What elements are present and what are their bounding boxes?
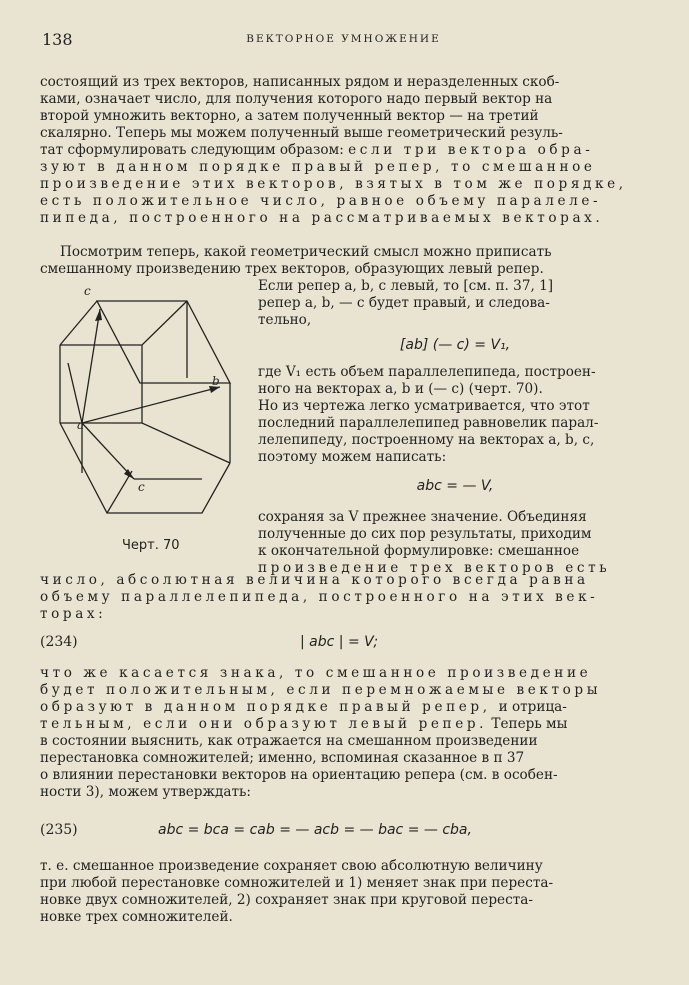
text-line: полученные до сих пор результаты, приходим [258, 526, 592, 542]
paragraph-3 [40, 572, 652, 623]
text-line: к окончательной формулировке: смешанное [258, 543, 580, 559]
text-line: число, абсолютная величина которого всегда равна [40, 572, 589, 588]
text-line: тельным, если они образуют левый репер. Теперь мы [40, 716, 568, 732]
running-title: ВЕКТОРНОЕ УМНОЖЕНИЕ [246, 33, 441, 45]
parallelepiped-figure [52, 283, 242, 523]
vector-a [68, 363, 82, 423]
text-line: Посмотрим теперь, какой геометрический смысл можно приписать [60, 244, 552, 260]
text-line: ками, означает число, для получения которого надо первый вектор на [40, 91, 553, 107]
page-number: 138 [42, 30, 73, 49]
text-line: где V₁ есть объем параллелепипеда, построен- [258, 364, 596, 380]
equation-number-234: (234) [40, 634, 78, 650]
text-line: объему параллелепипеда, построенного на этих век- [40, 589, 599, 605]
equation-234: | abc | = V; [300, 634, 379, 650]
text-line: пипеда, построенного на рассматриваемых векторах. [40, 210, 604, 226]
figure-edge [60, 301, 187, 345]
equation-number-235: (235) [40, 822, 78, 838]
text-line: смешанному произведению трех векторов, образующих левый репер. [40, 261, 544, 277]
arrowhead [95, 309, 102, 321]
figure-edge [60, 423, 230, 513]
text-line: будет положительным, если перемножаемые векторы [40, 682, 602, 698]
paragraph-5 [40, 858, 652, 926]
text-line: второй умножить векторно, а затем полученный вектор — на третий [40, 108, 539, 124]
figure-edge [60, 301, 230, 463]
label-b: b [212, 374, 220, 388]
label-a: a [77, 418, 85, 432]
vector-c-bottom [82, 423, 134, 479]
text-line: о влиянии перестановки векторов на ориентацию репера (см. в особен- [40, 767, 558, 783]
paragraph-1 [40, 74, 652, 227]
text-line: Но из чертежа легко усматривается, что этот [258, 398, 590, 414]
text-line: репер a, b, — c будет правый, и следова- [258, 295, 550, 311]
page-header [42, 30, 645, 52]
text-line: что же касается знака, то смешанное произведение [40, 665, 592, 681]
vector-c-top [82, 309, 100, 423]
formula-v1: [ab] (— c) = V₁, [399, 337, 511, 353]
text-line: тат сформулировать следующим образом: если три вектора обра- [40, 142, 594, 158]
text-line: ного на векторах a, b и (— c) (черт. 70). [258, 381, 543, 397]
text-line: поэтому можем написать: [258, 449, 447, 465]
text-line: образуют в данном порядке правый репер, и отрица- [40, 699, 567, 715]
text-line: торах: [40, 606, 107, 622]
formula-abc: abc = — V, [416, 478, 494, 494]
text-line: ности 3), можем утверждать: [40, 784, 251, 800]
text-line: т. е. смешанное произведение сохраняет свою абсолютную величину [40, 858, 543, 874]
text-line: состоящий из трех векторов, написанных рядом и неразделенных скоб- [40, 74, 560, 90]
figure-edge [97, 301, 230, 383]
text-line: новке трех сомножителей. [40, 909, 233, 925]
text-line: Если репер a, b, c левый, то [см. п. 37, 1] [258, 278, 554, 294]
text-line: тельно, [258, 312, 312, 328]
text-line: последний параллелепипед равновелик парал- [258, 415, 599, 431]
text-line: скалярно. Теперь мы можем полученный выше геометрический резуль- [40, 125, 563, 141]
right-column [258, 278, 652, 577]
figure-caption: Черт. 70 [122, 538, 180, 553]
paragraph-2 [40, 244, 652, 278]
text-line: перестановка сомножителей; именно, вспоминая сказанное в п 37 [40, 750, 525, 766]
text-line: новке двух сомножителей, 2) сохраняет знак при круговой переста- [40, 892, 533, 908]
text-line: произведение этих векторов, взятых в том же порядке, [40, 176, 627, 192]
text-line: сохраняя за V прежнее значение. Объединяя [258, 509, 587, 525]
text-line: лелепипеду, построенному на векторах a, b, c, [258, 432, 595, 448]
paragraph-4 [40, 665, 652, 801]
text-line: произведение трех векторов есть [258, 560, 611, 576]
label-c-top: c [84, 284, 91, 298]
text-line: при любой перестановке сомножителей и 1) меняет знак при переста- [40, 875, 554, 891]
label-c-bottom: c [138, 480, 145, 494]
vector-b [82, 387, 220, 423]
equation-235: abc = bca = cab = — acb = — bac = — cba, [158, 822, 472, 838]
text-line: в состоянии выяснить, как отражается на смешанном произведении [40, 733, 538, 749]
text-line: зуют в данном порядке правый репер, то смешанное [40, 159, 596, 175]
text-line: есть положительное число, равное объему паралеле- [40, 193, 602, 209]
